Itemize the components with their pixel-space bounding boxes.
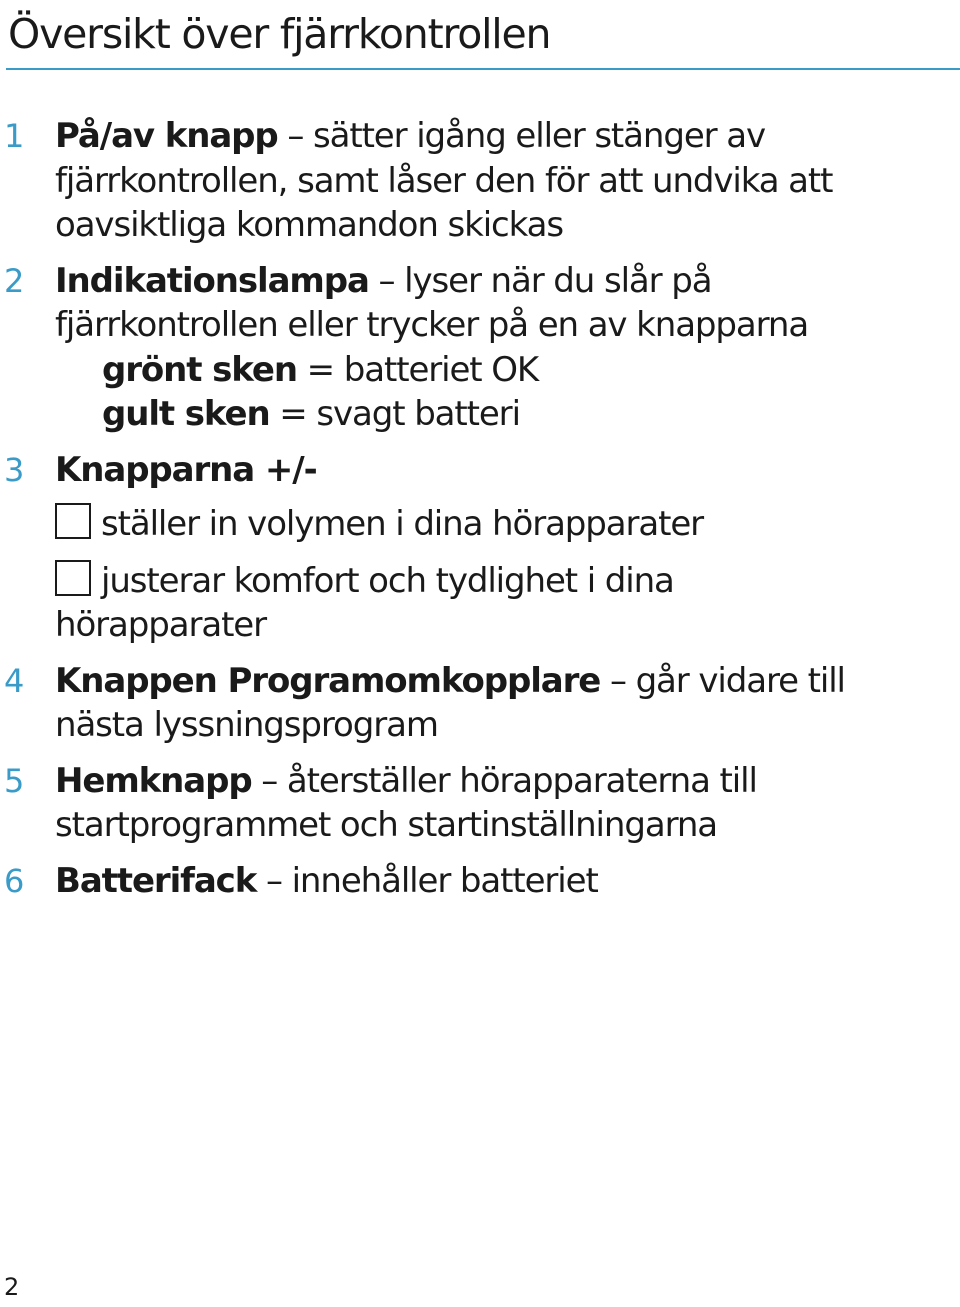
item-first-line (55, 759, 935, 804)
comfort-row (55, 559, 935, 604)
list-item-home-button (0, 759, 935, 848)
item-first-line (55, 659, 935, 704)
lamp-state-text: = batteriet OK (296, 349, 539, 390)
item-first-line (55, 859, 935, 904)
item-text: nästa lyssningsprogram (55, 705, 438, 745)
volume-key-icon (55, 503, 91, 539)
item-first-line (55, 259, 935, 304)
lamp-state-term: grönt sken (102, 349, 297, 390)
item-separator: – (368, 260, 405, 301)
item-term: Knappen Programomkopplare (55, 660, 601, 701)
list-item-power-button (0, 114, 935, 248)
remote-overview-list (0, 114, 960, 914)
lamp-state-yellow (55, 392, 935, 437)
item-text: oavsiktliga kommandon skickas (55, 205, 563, 245)
volume-row (55, 502, 935, 547)
item-term: Hemknapp (55, 760, 252, 801)
comfort-row-text: justerar komfort och tydlighet i dina (101, 560, 674, 601)
page-title: Översikt över fjärrkontrollen (8, 10, 551, 58)
list-item-program-switch (0, 659, 935, 748)
comfort-key-icon (55, 560, 91, 596)
volume-row-text: ställer in volymen i dina hörapparater (101, 504, 704, 544)
item-text: startprogrammet och startinställningarna (55, 805, 718, 845)
item-number: 3 (4, 450, 24, 489)
item-text: sätter igång eller stänger av (312, 116, 765, 156)
item-first-line (55, 114, 935, 159)
lamp-state-text: = svagt batteri (269, 394, 520, 434)
item-separator: – (256, 860, 292, 901)
item-first-line (55, 448, 935, 493)
item-separator: – (251, 760, 287, 801)
comfort-row-continuation: hörapparater (55, 605, 267, 645)
item-number: 1 (4, 117, 24, 155)
list-item-battery-compartment (0, 859, 935, 904)
item-text: går vidare till (635, 660, 845, 701)
page-number: 2 (4, 1273, 20, 1301)
lamp-state-term: gult sken (102, 394, 270, 434)
list-item-plus-minus-buttons (0, 448, 935, 648)
item-number: 5 (4, 761, 24, 800)
item-separator: – (600, 660, 636, 701)
lamp-state-green (55, 348, 935, 393)
item-number: 6 (4, 861, 24, 900)
item-number: 2 (4, 261, 24, 300)
item-separator: – (277, 116, 313, 156)
item-term: Knapparna +/- (55, 449, 317, 490)
item-text: innehåller batteriet (291, 860, 598, 901)
item-text: återställer hörapparaterna till (286, 760, 757, 801)
title-divider (6, 68, 960, 70)
item-term: Batterifack (55, 860, 257, 901)
item-text: fjärrkontrollen eller trycker på en av knapparna (55, 305, 809, 345)
item-number: 4 (4, 661, 24, 700)
item-term: På/av knapp (55, 116, 278, 156)
list-item-indicator-lamp (0, 259, 935, 437)
item-text: lyser när du slår på (404, 260, 712, 301)
item-text: fjärrkontrollen, samt låser den för att undvika att (55, 160, 833, 201)
item-term: Indikationslampa (55, 260, 369, 301)
